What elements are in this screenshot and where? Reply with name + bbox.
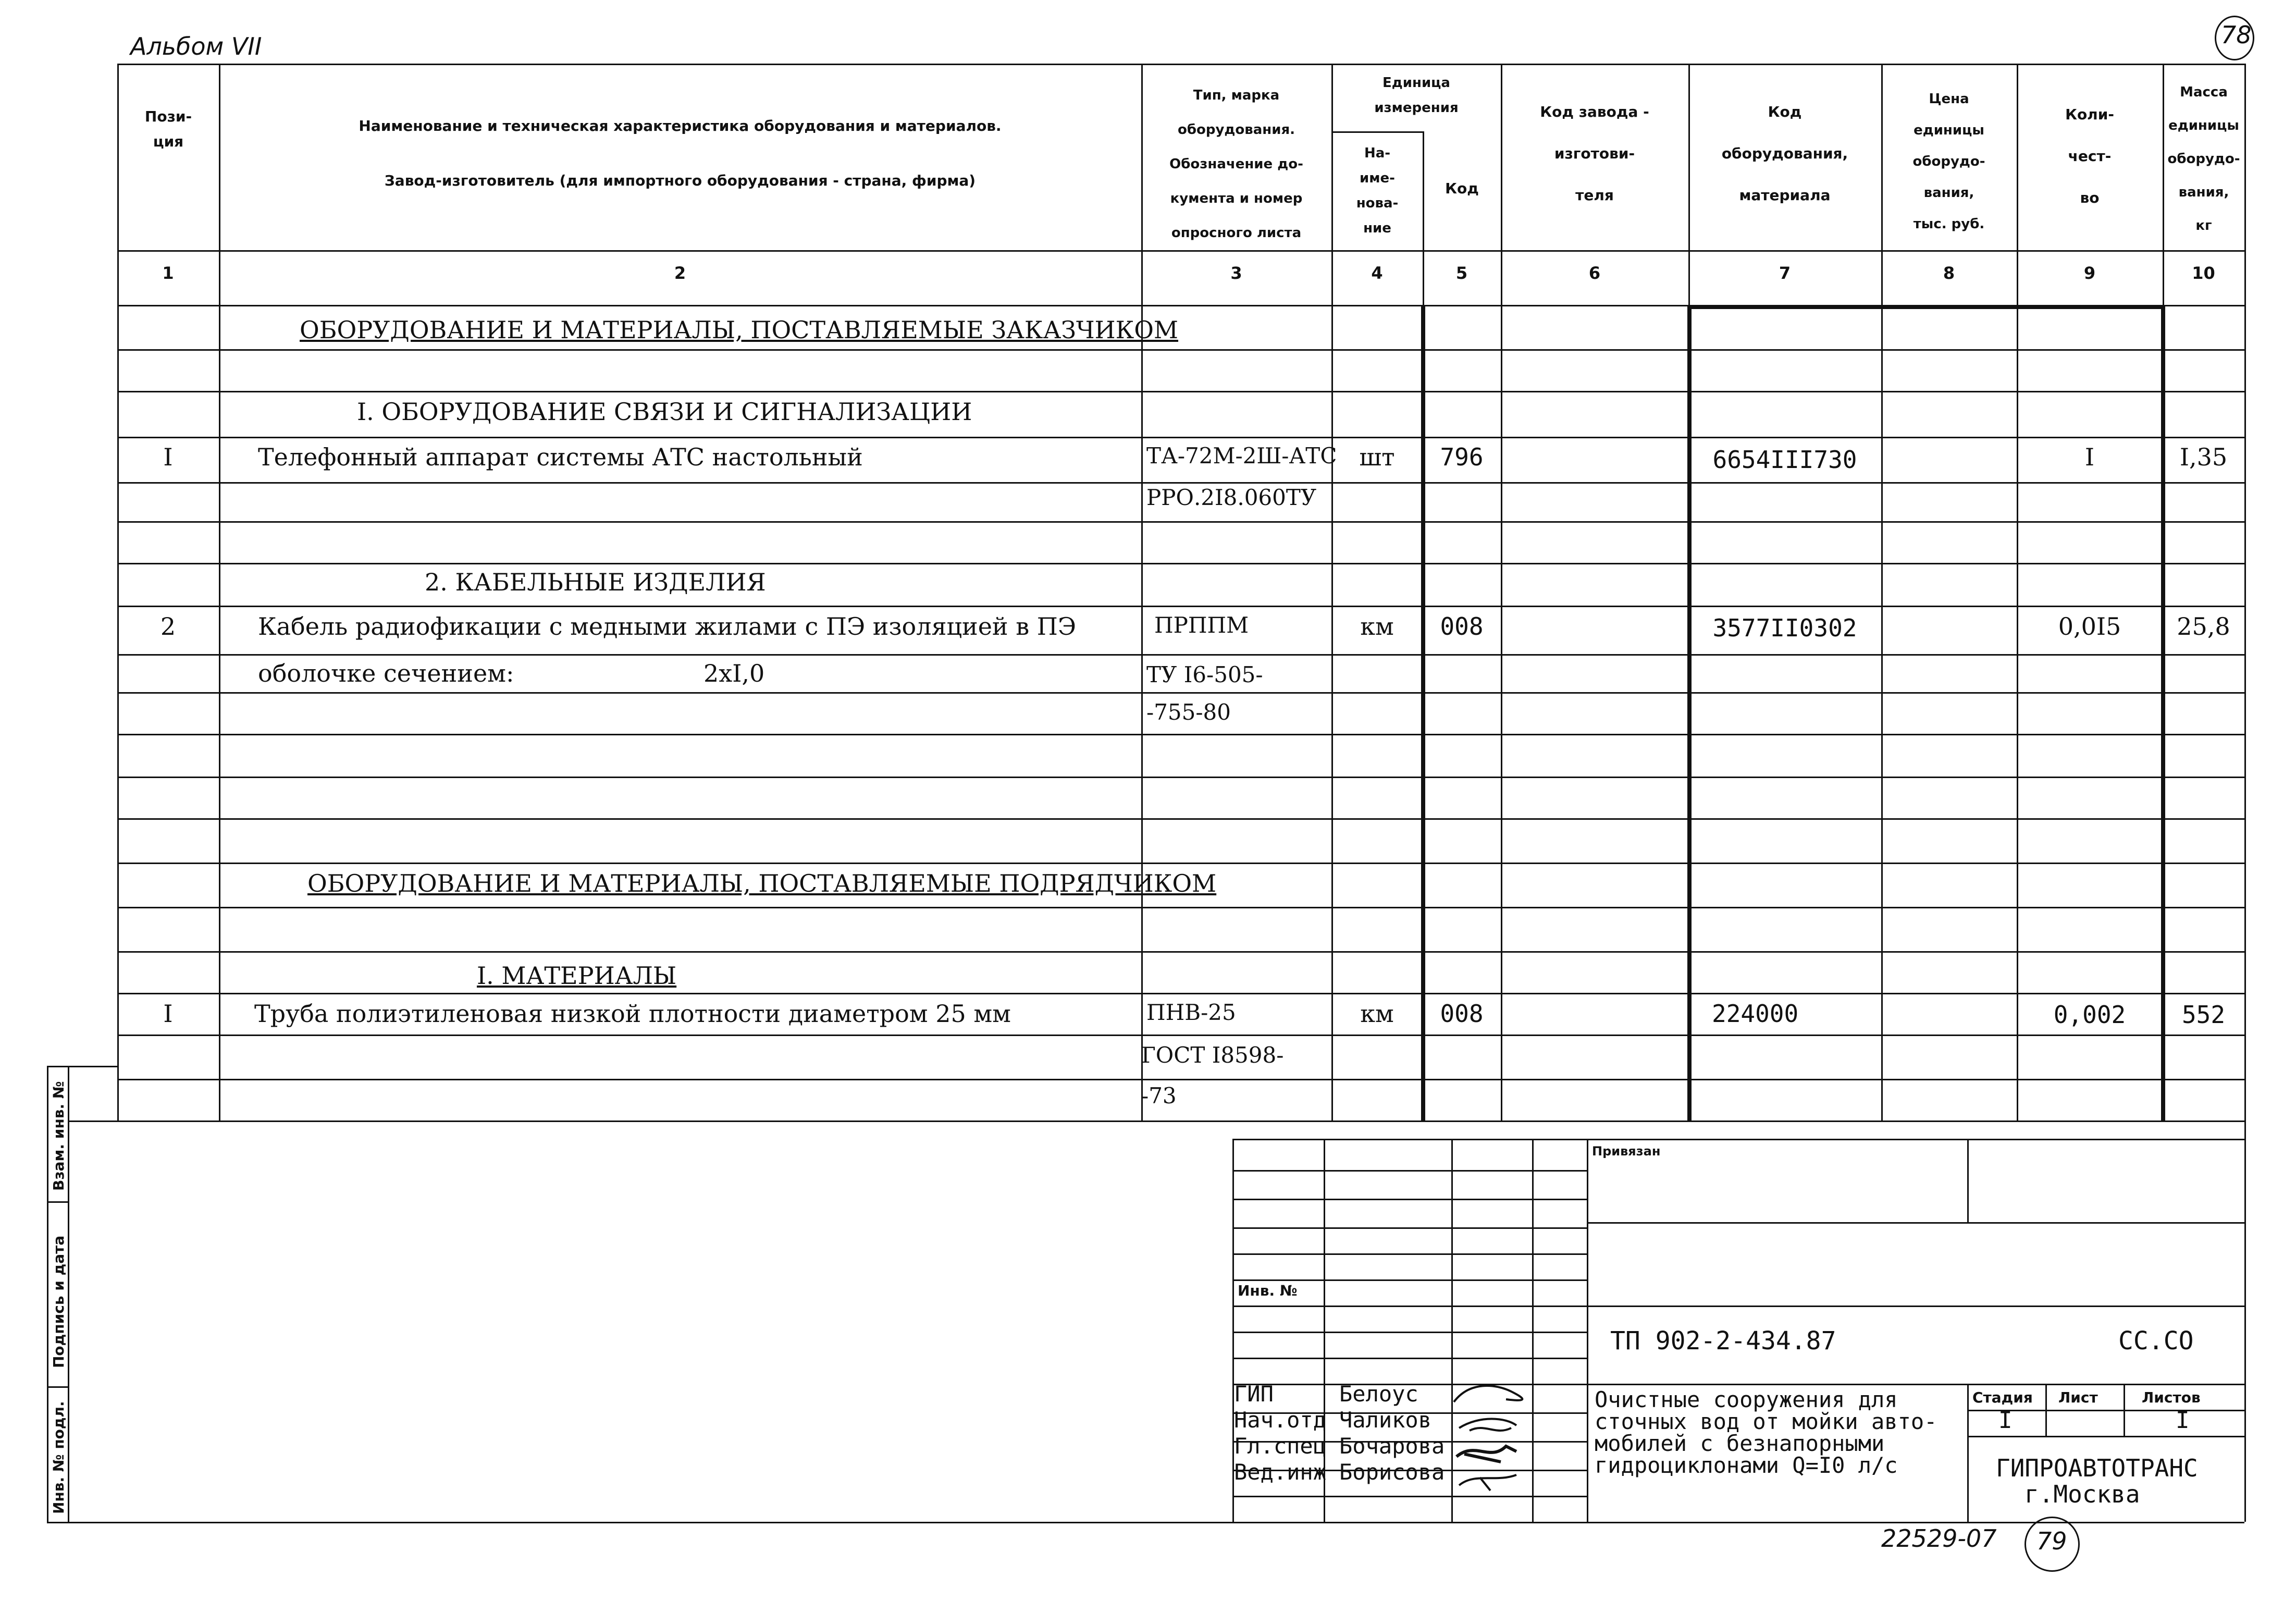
row-unit: км bbox=[1360, 1000, 1394, 1028]
header-unit-code: Код bbox=[1445, 180, 1479, 197]
row-mass: 25,8 bbox=[2177, 612, 2230, 641]
album-label: Альбом VII bbox=[130, 32, 262, 60]
sheet-value: I bbox=[1998, 1407, 2013, 1434]
row-name-section: 2хI,0 bbox=[703, 659, 765, 687]
section-materials: I. МАТЕРИАЛЫ bbox=[477, 962, 677, 990]
side-sign-label: Подпись и дата bbox=[50, 1235, 67, 1368]
side-replace-label: Взам. инв. № bbox=[50, 1081, 67, 1191]
inv-label: Инв. № bbox=[1238, 1282, 1298, 1299]
role-head: Нач.отд bbox=[1234, 1407, 1327, 1433]
project-description: Очистные сооружения для сточных вод от мойки авто- мобилей с безнапорными гидроциклонами Q=I0 л/с bbox=[1595, 1387, 1937, 1478]
row-type: ПРППМ bbox=[1154, 612, 1249, 638]
row-quantity: 0,002 bbox=[2053, 1001, 2126, 1029]
header-unit-name: На- име- нова- ние bbox=[1356, 145, 1399, 236]
organization-city: г.Москва bbox=[2025, 1480, 2140, 1508]
row-name-cont: оболочке сечением: bbox=[258, 659, 514, 687]
signature-strokes bbox=[1449, 1378, 1532, 1493]
row-equipment-code: 224000 bbox=[1712, 1000, 1799, 1028]
header-factory-code: Код завода - изготови- теля bbox=[1540, 103, 1649, 204]
document-mark: СС.СО bbox=[2118, 1326, 2194, 1356]
row-unit-code: 008 bbox=[1440, 612, 1484, 641]
row-equipment-code: 3577II0302 bbox=[1712, 614, 1857, 642]
header-unit: Единица измерения bbox=[1374, 75, 1459, 116]
row-unit-code: 008 bbox=[1440, 1000, 1484, 1028]
row-name: Телефонный аппарат системы АТС настольный bbox=[258, 443, 863, 471]
header-position: Пози- ция bbox=[144, 108, 192, 150]
sheet-label: Лист bbox=[2058, 1389, 2098, 1406]
header-equipment-code: Код оборудования, материала bbox=[1721, 103, 1848, 204]
row-name: Кабель радиофикации с медными жилами с ПЭ изоляцией в ПЭ bbox=[258, 612, 1077, 641]
row-type: ПНВ-25 bbox=[1146, 1000, 1236, 1025]
row-type-doc: РРО.2I8.060ТУ bbox=[1146, 485, 1317, 510]
name-bocharova: Бочарова bbox=[1339, 1433, 1445, 1459]
organization: ГИПРОАВТОТРАНС bbox=[1996, 1454, 2198, 1482]
header-quantity: Коли- чест- во bbox=[2065, 106, 2114, 206]
role-chief: Гл.спец bbox=[1234, 1433, 1327, 1459]
row-type-doc: ГОСТ I8598- bbox=[1141, 1042, 1284, 1068]
header-mass: Масса единицы оборудо- вания, кг bbox=[2167, 84, 2240, 233]
row-position: 2 bbox=[160, 612, 176, 641]
row-unit: км bbox=[1360, 612, 1394, 641]
row-name: Труба полиэтиленовая низкой плотности диаметром 25 мм bbox=[254, 1000, 1011, 1028]
header-type: Тип, марка оборудования. Обозначение до- кумента и номер опросного листа bbox=[1169, 88, 1303, 241]
name-belous: Белоус bbox=[1339, 1381, 1418, 1407]
section-customer: ОБОРУДОВАНИЕ И МАТЕРИАЛЫ, ПОСТАВЛЯЕМЫЕ ЗАКАЗЧИКОМ bbox=[300, 316, 1179, 344]
row-position: I bbox=[163, 1000, 173, 1028]
bound-label: Привязан bbox=[1592, 1144, 1661, 1159]
header-price: Цена единицы оборудо- вания, тыс. руб. bbox=[1912, 91, 1985, 232]
role-gip: ГИП bbox=[1234, 1381, 1274, 1407]
row-equipment-code: 6654III730 bbox=[1712, 446, 1857, 474]
row-mass: 552 bbox=[2181, 1001, 2226, 1029]
page-number: 78 bbox=[2221, 21, 2252, 49]
row-type-doc-cont: -73 bbox=[1141, 1083, 1177, 1109]
name-borisova: Борисова bbox=[1339, 1459, 1445, 1485]
document-code: ТП 902-2-434.87 bbox=[1610, 1326, 1836, 1356]
header-name: Наименование и техническая характеристика оборудования и материалов. bbox=[359, 117, 1002, 134]
row-unit-code: 796 bbox=[1440, 443, 1484, 471]
row-position: I bbox=[163, 443, 173, 471]
section-contractor: ОБОРУДОВАНИЕ И МАТЕРИАЛЫ, ПОСТАВЛЯЕМЫЕ ПОДРЯДЧИКОМ bbox=[307, 869, 1217, 897]
row-mass: I,35 bbox=[2179, 443, 2228, 471]
footer-code: 22529-07 bbox=[1881, 1524, 1997, 1553]
header-manufacturer: Завод-изготовитель (для импортного оборудования - страна, фирма) bbox=[384, 172, 976, 189]
row-quantity: I bbox=[2084, 443, 2095, 471]
side-inv-label: Инв. № подл. bbox=[50, 1401, 67, 1514]
row-quantity: 0,0I5 bbox=[2058, 612, 2121, 641]
footer-circled-number: 79 bbox=[2036, 1527, 2067, 1555]
sheets-value: I bbox=[2176, 1407, 2190, 1434]
row-type: ТА-72М-2Ш-АТС bbox=[1146, 443, 1337, 469]
sheets-label: Листов bbox=[2142, 1389, 2201, 1406]
section-cable: 2. КАБЕЛЬНЫЕ ИЗДЕЛИЯ bbox=[425, 568, 766, 596]
role-lead: Вед.инж bbox=[1234, 1459, 1327, 1485]
name-chalikov: Чаликов bbox=[1339, 1407, 1432, 1433]
stage-label: Стадия bbox=[1972, 1389, 2033, 1406]
row-unit: шт bbox=[1359, 443, 1395, 471]
row-type-doc-cont: -755-80 bbox=[1146, 699, 1231, 725]
section-communication: I. ОБОРУДОВАНИЕ СВЯЗИ И СИГНАЛИЗАЦИИ bbox=[357, 398, 972, 426]
row-type-doc: ТУ I6-505- bbox=[1146, 662, 1263, 687]
